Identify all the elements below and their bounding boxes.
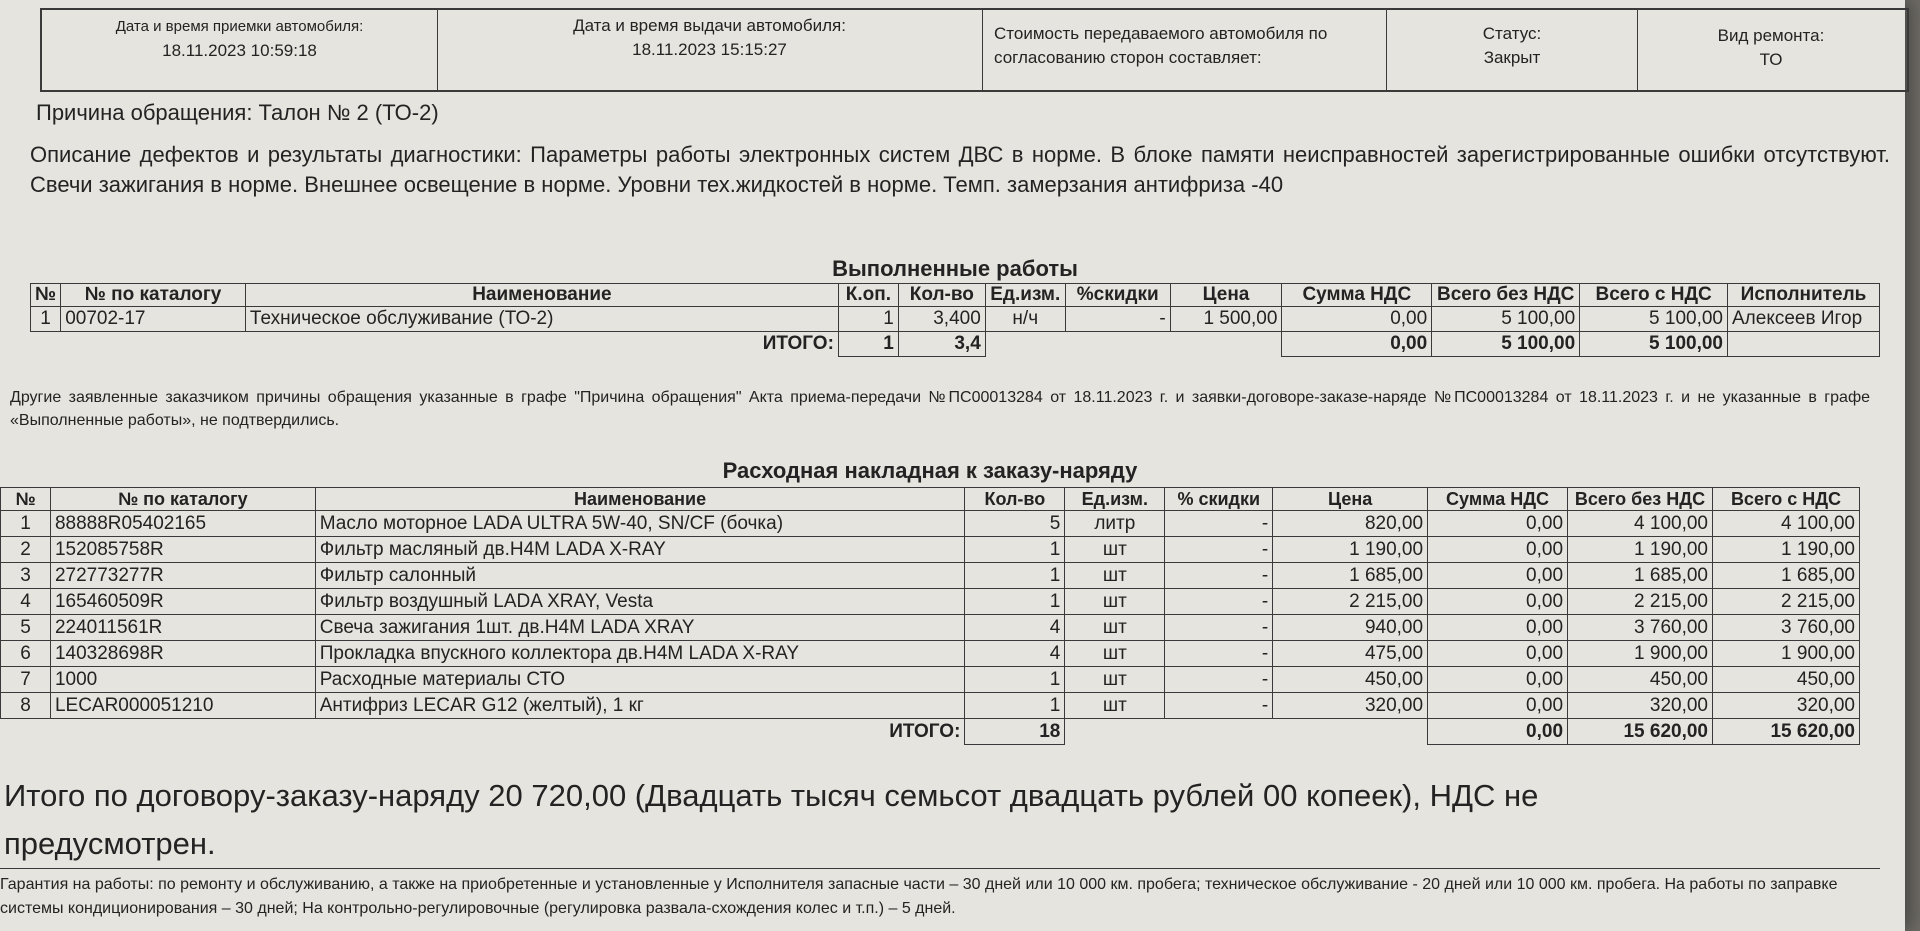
table-cell: 5 [1,615,51,641]
table-cell: - [1165,667,1273,693]
table-row [1,563,1860,589]
reason: Причина обращения: Талон № 2 (ТО-2) [36,100,439,125]
works-total-executor-blank [1728,332,1880,357]
table-row [1,537,1860,563]
table-cell: литр [1065,511,1165,537]
table-cell: 1 685,00 [1568,563,1713,589]
table-cell: 165460509R [50,589,315,615]
materials-total-qty: 18 [965,719,1065,745]
table-cell: 320,00 [1568,693,1713,719]
table-cell: 5 100,00 [1432,307,1580,332]
table-cell: 0,00 [1282,307,1432,332]
table-cell: 0,00 [1428,511,1568,537]
works-table [30,283,1880,357]
table-cell: 940,00 [1273,615,1428,641]
table-cell: 0,00 [1428,615,1568,641]
works-col-kop: К.оп. [838,284,898,307]
table-cell: Масло моторное LADA ULTRA 5W-40, SN/CF (бочка) [315,511,965,537]
table-cell: 820,00 [1273,511,1428,537]
table-cell: - [1165,511,1273,537]
table-cell: - [1165,615,1273,641]
table-cell: шт [1065,537,1165,563]
grand-total: Итого по договору-заказу-наряду 20 720,00 (Двадцать тысяч семьсот двадцать рублей 00 копеек), НДС не предусмотрен. [4,778,1539,861]
materials-header-row [1,488,1860,511]
works-col-without-vat: Всего без НДС [1432,284,1580,307]
table-cell: 0,00 [1428,667,1568,693]
table-cell: шт [1065,641,1165,667]
table-cell: 1 190,00 [1273,537,1428,563]
received-label: Дата и время приемки автомобиля: [115,18,364,35]
works-total-label: ИТОГО: [31,332,839,357]
materials-total-row [1,719,1860,745]
table-cell: шт [1065,615,1165,641]
table-cell: 1 190,00 [1713,537,1860,563]
works-col-vat: Сумма НДС [1282,284,1432,307]
table-cell: 5 100,00 [1580,307,1728,332]
works-col-price: Цена [1170,284,1282,307]
works-total-qty: 3,4 [898,332,985,357]
table-cell: 152085758R [50,537,315,563]
table-cell: 7 [1,667,51,693]
issued-label: Дата и время выдачи автомобиля: [573,16,846,35]
table-cell: 3 760,00 [1568,615,1713,641]
materials-table [0,487,1860,745]
table-cell: 2 215,00 [1273,589,1428,615]
table-cell: 0,00 [1428,641,1568,667]
issued-cell [437,10,983,90]
table-cell: 00702-17 [61,307,246,332]
table-cell: 1 [1,511,51,537]
table-cell: 1 [965,537,1065,563]
table-cell: 1000 [50,667,315,693]
table-row [1,615,1860,641]
materials-total-vat: 0,00 [1428,719,1568,745]
table-cell: 4 100,00 [1568,511,1713,537]
table-cell: 1 [965,563,1065,589]
table-cell: - [1165,693,1273,719]
works-total-without-vat: 5 100,00 [1432,332,1580,357]
works-title: Выполненные работы [832,256,1078,281]
table-cell: - [1165,641,1273,667]
materials-total-with-vat: 15 620,00 [1713,719,1860,745]
table-cell: LECAR000051210 [50,693,315,719]
table-cell: 1 900,00 [1713,641,1860,667]
table-cell: 140328698R [50,641,315,667]
repair-type-value: ТО [1759,50,1783,69]
received-value: 18.11.2023 10:59:18 [162,41,317,60]
table-cell: шт [1065,693,1165,719]
table-cell: 4 100,00 [1713,511,1860,537]
note: Другие заявленные заказчиком причины обращения указанные в графе "Причина обращения" Акта приема-передачи №ПС00013284 от 18.11.2023 г. и заявки-договоре-заказе-наряде №ПС00013284 от 18.11.2023 г. и не указанные в графе «Выполненные работы», не подтвердились. [10,389,1870,429]
table-cell: 4 [1,589,51,615]
works-total-blank [985,332,1282,357]
status-cell [1387,10,1638,90]
table-cell: 1 [965,693,1065,719]
table-cell: 5 [965,511,1065,537]
status-value: Закрыт [1483,48,1541,67]
materials-title: Расходная накладная к заказу-наряду [722,458,1138,483]
materials-total-label: ИТОГО: [1,719,965,745]
works-col-catalog: № по каталогу [61,284,246,307]
table-cell: - [1165,589,1273,615]
table-cell: 0,00 [1428,693,1568,719]
table-cell: Алексеев Игор [1728,307,1880,332]
table-row [1,693,1860,719]
materials-col-price: Цена [1273,488,1428,511]
cost-label-1: Стоимость передаваемого автомобиля по [994,24,1328,43]
works-total-with-vat: 5 100,00 [1580,332,1728,357]
status-label: Статус: [1482,24,1542,43]
table-cell: - [1165,563,1273,589]
works-col-unit: Ед.изм. [985,284,1065,307]
works-total-vat: 0,00 [1282,332,1432,357]
table-cell: 1 900,00 [1568,641,1713,667]
table-cell: 1 685,00 [1713,563,1860,589]
table-cell: н/ч [985,307,1065,332]
table-cell: 4 [965,641,1065,667]
works-col-qty: Кол-во [898,284,985,307]
materials-col-vat: Сумма НДС [1428,488,1568,511]
table-cell: 0,00 [1428,563,1568,589]
table-cell: Расходные материалы СТО [315,667,965,693]
table-cell: 1 [965,667,1065,693]
repair-type-cell [1637,10,1905,90]
table-cell: 320,00 [1713,693,1860,719]
table-cell: 1 [965,589,1065,615]
works-col-name: Наименование [245,284,838,307]
table-cell: 4 [965,615,1065,641]
works-col-executor: Исполнитель [1728,284,1880,307]
materials-col-num: № [1,488,51,511]
table-cell: 320,00 [1273,693,1428,719]
issued-value: 18.11.2023 15:15:27 [632,40,787,59]
materials-col-without-vat: Всего без НДС [1568,488,1713,511]
materials-col-catalog: № по каталогу [50,488,315,511]
materials-col-qty: Кол-во [965,488,1065,511]
warranty-terms: Гарантия на работы: по ремонту и обслуживанию, а также на приобретенные и установленные у Исполнителя запасные части – 30 дней или 10 000 км. пробега; техническое обслуживание - 20 дней или 10 000 км. пробега. На работы по заправке системы кондиционирования – 30 дней; На контрольно-регулировочные (регулировка развала-схождения колес и т.п.) – 5 дней. [0,868,1880,921]
materials-col-unit: Ед.изм. [1065,488,1165,511]
table-cell: 1 190,00 [1568,537,1713,563]
defects-description: Описание дефектов и результаты диагностики: Параметры работы электронных систем ДВС в норме. В блоке памяти неисправностей зарегистрированные ошибки отсутствуют. Свечи зажигания в норме. Внешнее освещение в норме. Уровни тех.жидкостей в норме. Темп. замерзания антифриза -40 [30,142,1890,197]
table-cell: 1 500,00 [1170,307,1282,332]
repair-type-label: Вид ремонта: [1717,26,1825,45]
table-row [1,589,1860,615]
works-header-row [31,284,1880,307]
table-row [31,307,1880,332]
works-col-num: № [31,284,61,307]
table-cell: 1 685,00 [1273,563,1428,589]
table-cell: шт [1065,589,1165,615]
table-cell: - [1165,537,1273,563]
cost-label-2: согласованию сторон составляет: [994,48,1262,67]
materials-col-name: Наименование [315,488,965,511]
materials-body [1,511,1860,719]
table-row [1,641,1860,667]
header-box [40,8,1909,92]
cost-cell [982,10,1387,90]
table-cell: 450,00 [1568,667,1713,693]
table-cell: - [1065,307,1170,332]
table-cell: 450,00 [1713,667,1860,693]
table-cell: 88888R05402165 [50,511,315,537]
materials-total-without-vat: 15 620,00 [1568,719,1713,745]
table-cell: Фильтр воздушный LADA XRAY, Vesta [315,589,965,615]
works-col-discount: %скидки [1065,284,1170,307]
table-cell: 224011561R [50,615,315,641]
table-cell: 2 215,00 [1568,589,1713,615]
table-row [1,511,1860,537]
table-cell: 2 215,00 [1713,589,1860,615]
table-cell: шт [1065,667,1165,693]
table-cell: Фильтр масляный дв.H4M LADA X-RAY [315,537,965,563]
table-cell: 3 760,00 [1713,615,1860,641]
table-cell: 1 [838,307,898,332]
table-cell: 6 [1,641,51,667]
materials-total-blank [1065,719,1428,745]
table-cell: Техническое обслуживание (ТО-2) [245,307,838,332]
table-cell: 0,00 [1428,589,1568,615]
table-cell: 8 [1,693,51,719]
table-row [1,667,1860,693]
works-col-with-vat: Всего с НДС [1580,284,1728,307]
table-cell: 1 [31,307,61,332]
table-cell: Фильтр салонный [315,563,965,589]
table-cell: 475,00 [1273,641,1428,667]
received-cell [42,10,438,90]
table-cell: 272773277R [50,563,315,589]
table-cell: 2 [1,537,51,563]
table-cell: Свеча зажигания 1шт. дв.H4M LADA XRAY [315,615,965,641]
table-cell: 450,00 [1273,667,1428,693]
table-cell: 3,400 [898,307,985,332]
table-cell: Антифриз LECAR G12 (желтый), 1 кг [315,693,965,719]
table-cell: Прокладка впускного коллектора дв.H4M LADA X-RAY [315,641,965,667]
table-cell: шт [1065,563,1165,589]
works-total-row [31,332,1880,357]
works-total-kop: 1 [838,332,898,357]
materials-col-with-vat: Всего с НДС [1713,488,1860,511]
table-cell: 3 [1,563,51,589]
table-cell: 0,00 [1428,537,1568,563]
materials-col-discount: % скидки [1165,488,1273,511]
